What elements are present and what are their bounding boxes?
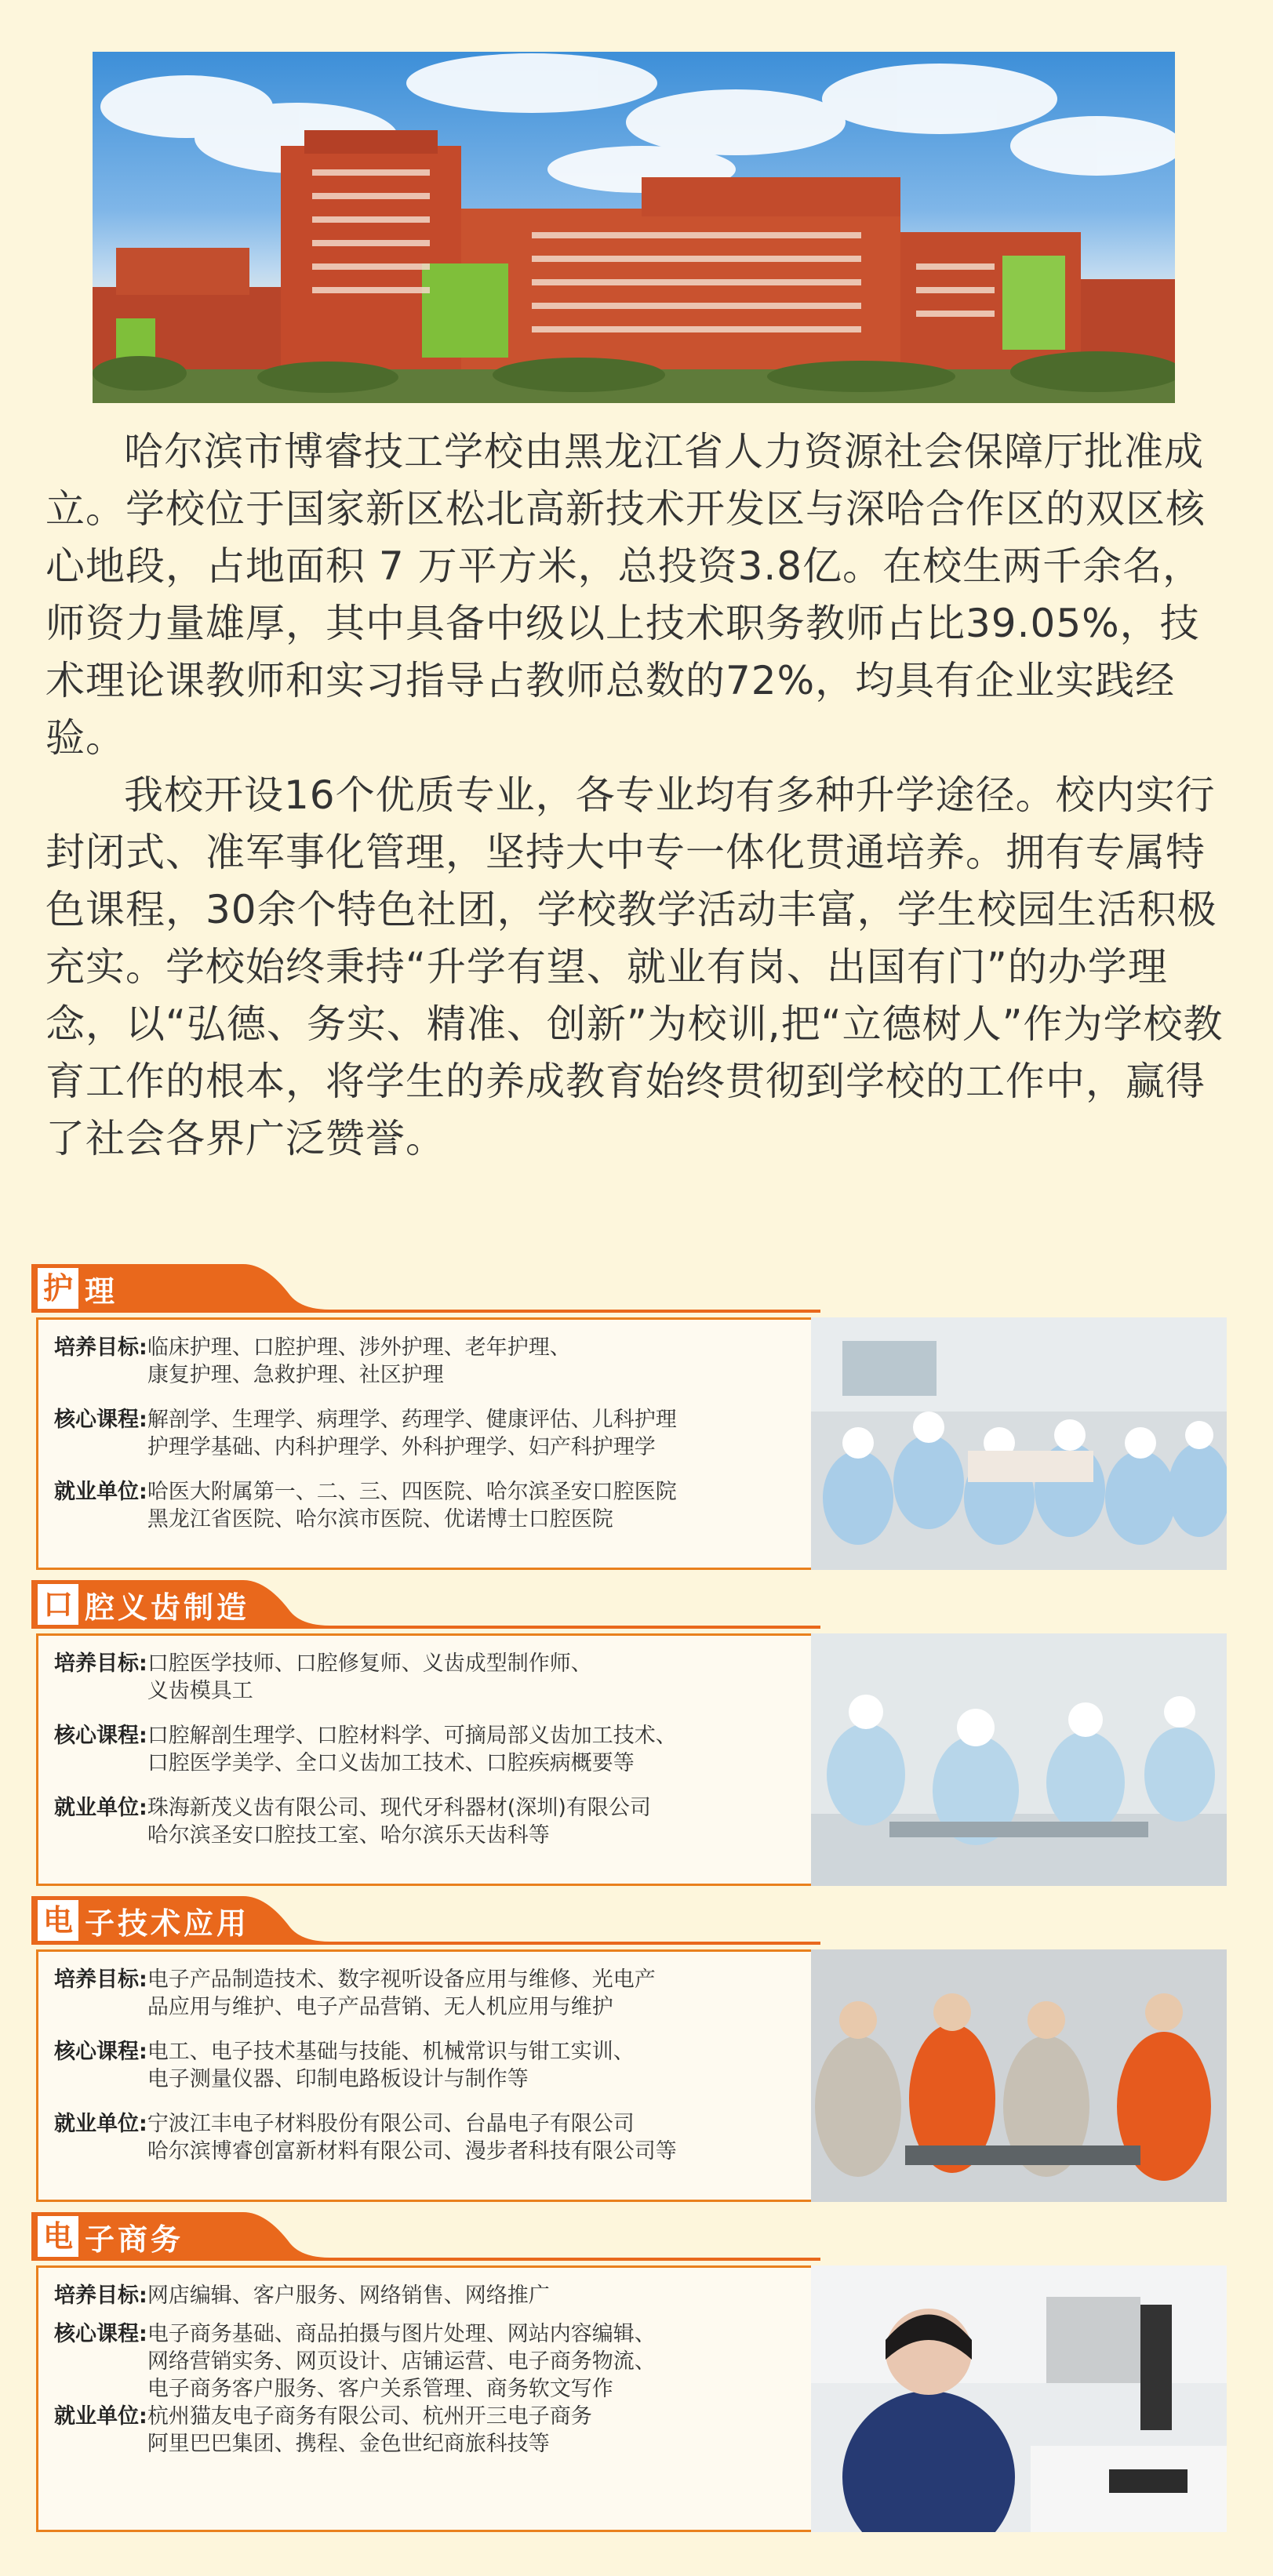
major-tab [31, 1580, 824, 1629]
courses-row: 核心课程: 口腔解剖生理学、口腔材料学、可摘局部义齿加工技术、 口腔医学美学、全口义齿加工技术、口腔疾病概要等 [54, 1724, 677, 1775]
jobs-row: 就业单位: 哈医大附属第一、二、三、四医院、哈尔滨圣安口腔医院 黑龙江省医院、哈尔滨市医院、优诺博士口腔医院 [54, 1480, 677, 1531]
major-title: 电 子技术应用 [38, 1896, 249, 1945]
ecommerce-service-photo [811, 2265, 1227, 2532]
major-info-box [36, 1317, 817, 1570]
nursing-class-photo [811, 1317, 1227, 1570]
jobs-row: 就业单位: 珠海新茂义齿有限公司、现代牙科器材(深圳)有限公司 哈尔滨圣安口腔技工室、哈尔滨乐天齿科等 [54, 1796, 651, 1848]
major-tab [31, 1264, 824, 1313]
goal-row: 培养目标: 口腔医学技师、口腔修复师、义齿成型制作师、 义齿模具工 [54, 1651, 592, 1703]
major-title: 口 腔义齿制造 [38, 1580, 249, 1629]
major-info-box [36, 2265, 817, 2532]
major-info-box [36, 1949, 817, 2202]
electronics-workshop-photo [811, 1949, 1227, 2202]
major-info-box [36, 1633, 817, 1886]
jobs-row: 就业单位: 宁波江丰电子材料股份有限公司、台晶电子有限公司 哈尔滨博睿创富新材料有限公司、漫步者科技有限公司等 [54, 2112, 677, 2164]
denture-lab-photo [811, 1633, 1227, 1886]
school-intro [45, 423, 1230, 1168]
intro-paragraph-2: 我校开设16个优质专业，各专业均有多种升学途径。校内实行封闭式、准军事化管理，坚持大中专一体化贯通培养。拥有专属特色课程，30余个特色社团，学校教学活动丰富，学生校园生活积极充实。学校始终秉持“升学有望、就业有岗、出国有门”的办学理念，以“弘德、务实、精准、创新”为校训,把“立德树人”作为学校教育工作的根本，将学生的养成教育始终贯彻到学校的工作中，赢得了社会各界广泛赞誉。 [45, 772, 1224, 1161]
major-title: 电 子商务 [38, 2212, 184, 2261]
courses-row: 核心课程: 电工、电子技术基础与技能、机械常识与钳工实训、 电子测量仪器、印制电路板设计与制作等 [54, 2040, 635, 2091]
intro-paragraph-1: 哈尔滨市博睿技工学校由黑龙江省人力资源社会保障厅批准成立。学校位于国家新区松北高新技术开发区与深哈合作区的双区核心地段，占地面积 7 万平方米，总投资3.8亿。在校生两千余名，师资力量雄厚，其中具备中级以上技术职务教师占比39.05%，技术理论课教师和实习指导占教师总数的72%，均具有企业实践经验。 [45, 429, 1206, 761]
campus-photo [93, 52, 1175, 403]
goal-row: 培养目标: 临床护理、口腔护理、涉外护理、老年护理、 康复护理、急救护理、社区护理 [54, 1335, 571, 1387]
courses-row: 核心课程: 解剖学、生理学、病理学、药理学、健康评估、儿科护理 护理学基础、内科护理学、外科护理学、妇产科护理学 [54, 1408, 677, 1459]
major-title: 护 理 [38, 1264, 118, 1313]
goal-row: 培养目标: 网店编辑、客户服务、网络销售、网络推广 [54, 2284, 550, 2308]
major-tab [31, 2212, 824, 2261]
jobs-row: 就业单位: 杭州猫友电子商务有限公司、杭州开三电子商务 阿里巴巴集团、携程、金色世纪商旅科技等 [54, 2404, 592, 2456]
courses-row: 核心课程: 电子商务基础、商品拍摄与图片处理、网站内容编辑、 网络营销实务、网页设计、店铺运营、电子商务物流、 电子商务客户服务、客户关系管理、商务软文写作 [54, 2322, 656, 2401]
major-tab [31, 1896, 824, 1945]
goal-row: 培养目标: 电子产品制造技术、数字视听设备应用与维修、光电产 品应用与维护、电子产品营销、无人机应用与维护 [54, 1967, 656, 2019]
